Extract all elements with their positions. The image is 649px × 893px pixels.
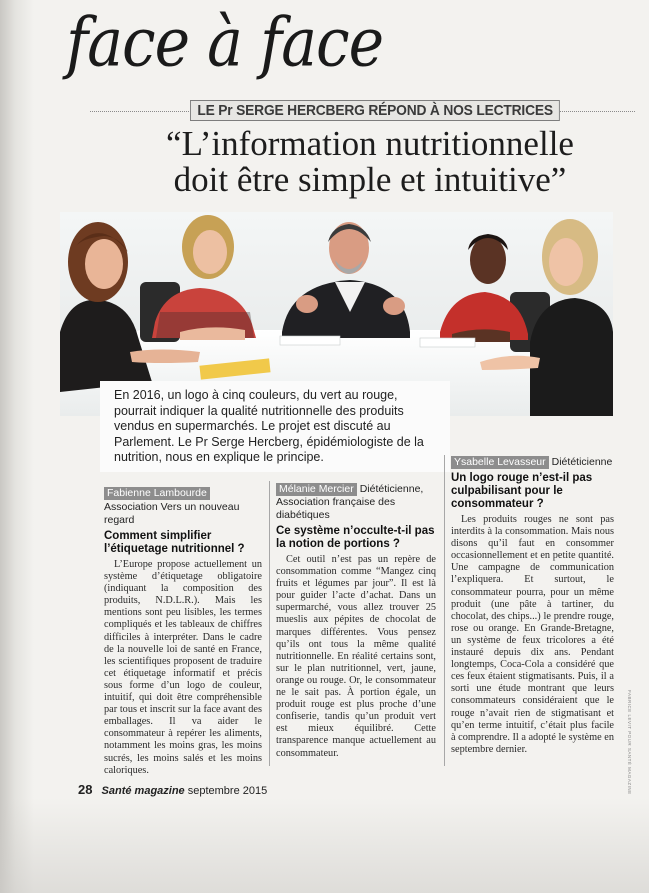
column-1 xyxy=(104,483,262,777)
page-number: 28 xyxy=(78,782,93,797)
page-footer xyxy=(78,782,267,797)
column-2 xyxy=(276,483,436,760)
rubric-title: face à face xyxy=(66,4,384,83)
photo-credit: FABRICE LEVIT POUR SANTÉ MAGAZINE xyxy=(627,690,632,795)
reader-role: Diététicienne, Association française des diabétiques xyxy=(276,483,424,521)
issue-date: septembre 2015 xyxy=(187,785,268,797)
magazine-name: Santé magazine xyxy=(101,785,185,797)
reader-name: Ysabelle Levasseur xyxy=(451,456,549,469)
reader-question: Un logo rouge n’est-il pas culpabilisant pour le consommateur ? xyxy=(451,472,593,510)
column-divider xyxy=(444,455,445,766)
headline-line-1: “L’information nutritionnelle xyxy=(166,124,574,163)
kicker: LE Pr SERGE HERCBERG RÉPOND À NOS LECTRICES xyxy=(190,100,560,121)
reader-role: Association Vers un nouveau regard xyxy=(104,501,240,526)
reader-question: Ce système n’occulte-t-il pas la notion de portions ? xyxy=(276,525,435,550)
reader-name: Fabienne Lambourde xyxy=(104,487,210,500)
reader-name: Mélanie Mercier xyxy=(276,483,357,496)
reader-question: Comment simplifier l’étiquetage nutritionnel ? xyxy=(104,530,245,555)
column-3 xyxy=(451,456,614,756)
bottom-shadow xyxy=(0,798,649,893)
headline xyxy=(110,126,630,198)
headline-line-2: doit être simple et intuitive” xyxy=(173,160,567,199)
column-divider xyxy=(269,481,270,766)
reader-role: Diététicienne xyxy=(551,456,613,468)
expert-answer: Cet outil n’est pas un repère de consommation comme “Mangez cinq fruits et légumes par jour”. Il est là pour guider l’acte d’achat. Dans un supermarché, vous allez trouver 25 mueslis aux pépites de chocolat de marques différentes. Vous pensez qu’ils ont tous la même qualité nutritionnelle. En réalité certains sont, sur le plan nutritionnel, vert, jaune, orange ou rouge. Or, le consommateur ne le sait pas. À portion égale, un produit rouge est plus proche d’une confiserie, tandis qu’un produit vert est mieux équilibré. Cette transparence manque actuellement au consommateur. xyxy=(276,554,436,759)
photo-caption: En 2016, un logo à cinq couleurs, du vert au rouge, pourrait indiquer la qualité nutritionnelle des produits vendus en supermarchés. Le projet est discuté au Parlement. Le Pr Serge Hercberg, épidémiologiste de la nutrition, nous en explique le principe. xyxy=(100,381,450,472)
expert-answer: Les produits rouges ne sont pas interdits à la consommation. Mais nous disons qu’il faut en consommer occasionnellement et en petite quantité. Une campagne de communication l’expliquera. Et surtout, le consommateur pourra, pour un même produit (une pâte à tartiner, du chocolat, des chips...) le prendre rouge, rose ou orange. En Grande-Bretagne, un système de feux tricolores a été instauré depuis dix ans. Pendant longtemps, Coca-Cola a considéré que ces feux étaient stigmatisants. Puis, il a sorti une étude montrant que leurs consommateurs considéraient que le rouge n’avait rien de stigmatisant et qu’en terme intuitif, c’était plus facile à comprendre. Il a adopté le système en septembre dernier. xyxy=(451,514,614,755)
expert-answer: L’Europe propose actuellement un système d’étiquetage obligatoire (indiquant la composition des produits, N.D.L.R.). Mais les mentions sont peu lisibles, les termes compliqués et les tableaux de chiffres difficiles à interpréter. Dans le cadre de la nouvelle loi de santé en France, les scientifiques proposent de traduire cet étiquetage informatif et précis sous forme d’un logo de couleur, intuitif, qui doit être compréhensible par tous et inscrit sur la face avant des emballages. Il va aider le consommateur à repérer les aliments, notamment les moins gras, les moins sucrés, les moins salés et les moins caloriques. xyxy=(104,559,262,776)
